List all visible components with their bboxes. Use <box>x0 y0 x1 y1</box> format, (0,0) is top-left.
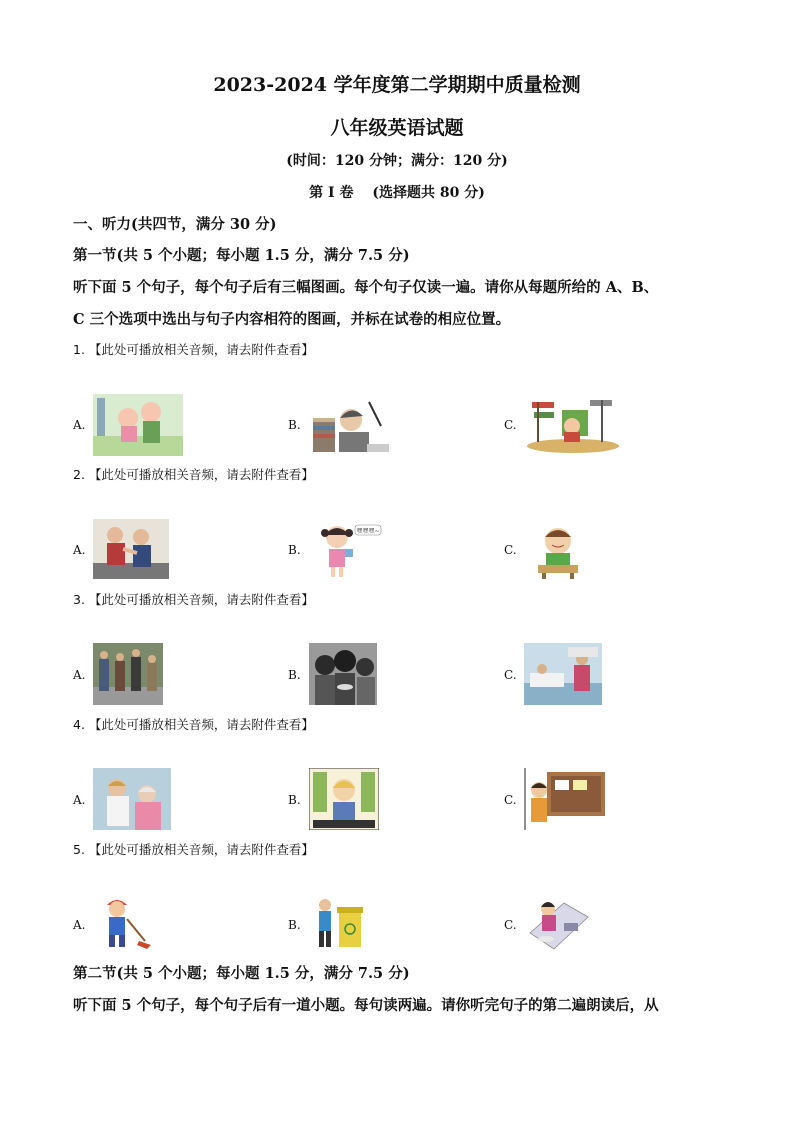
q2-image-a[interactable] <box>93 519 169 579</box>
option-label-b[interactable]: B. <box>288 543 301 557</box>
q5-image-a[interactable] <box>93 893 155 951</box>
q1-image-a[interactable] <box>93 394 183 456</box>
question-5 <box>73 840 314 858</box>
question-number: 1. <box>73 342 85 357</box>
q3-image-a[interactable] <box>93 643 163 705</box>
time-note: (时间：120 分钟；满分：120 分) <box>286 153 508 169</box>
q5-image-c[interactable] <box>524 893 590 951</box>
section1-heading: 第一节(共 5 个小题；每小题 1.5 分，满分 7.5 分) <box>73 247 410 264</box>
q4-image-a[interactable] <box>93 768 171 830</box>
option-label-b[interactable]: B. <box>288 793 301 807</box>
option-label-a[interactable]: A. <box>73 418 86 432</box>
question-2 <box>73 465 314 483</box>
exam-title: 2023-2024 学年度第二学期期中质量检测 <box>213 74 581 96</box>
option-label-c[interactable]: C. <box>504 668 517 682</box>
question-number: 3. <box>73 592 85 607</box>
instructions-line2: C 三个选项中选出与句子内容相符的图画，并标在试卷的相应位置。 <box>73 311 511 328</box>
question-1 <box>73 340 314 358</box>
question-3 <box>73 590 314 608</box>
q3-image-c[interactable] <box>524 643 602 705</box>
question-number: 5. <box>73 842 85 857</box>
instructions-line1: 听下面 5 个句子，每个句子后有三幅图画。每个句子仅读一遍。请你从每题所给的 A、B、 <box>73 279 659 296</box>
question-prompt[interactable]: 【此处可播放相关音频，请去附件查看】 <box>88 467 314 482</box>
q4-image-b[interactable] <box>309 768 379 830</box>
section2-instructions: 听下面 5 个句子，每个句子后有一道小题。每句读两遍。请你听完句子的第二遍朗读后，从 <box>73 997 659 1014</box>
option-label-c[interactable]: C. <box>504 918 517 932</box>
q4-image-c[interactable] <box>521 768 607 830</box>
speech-bubble: 嘿嘿嘿~ <box>356 528 380 535</box>
option-label-b[interactable]: B. <box>288 918 301 932</box>
exam-subtitle: 八年级英语试题 <box>330 117 464 139</box>
question-number: 2. <box>73 467 85 482</box>
q3-image-b[interactable] <box>309 643 377 705</box>
option-label-c[interactable]: C. <box>504 793 517 807</box>
q1-image-c[interactable] <box>524 392 622 454</box>
option-label-c[interactable]: C. <box>504 418 517 432</box>
question-prompt[interactable]: 【此处可播放相关音频，请去附件查看】 <box>88 592 314 607</box>
question-number: 4. <box>73 717 85 732</box>
section2-heading: 第二节(共 5 个小题；每小题 1.5 分，满分 7.5 分) <box>73 965 410 982</box>
option-label-b[interactable]: B. <box>288 418 301 432</box>
option-label-a[interactable]: A. <box>73 668 86 682</box>
question-prompt[interactable]: 【此处可播放相关音频，请去附件查看】 <box>88 842 314 857</box>
q2-image-c[interactable] <box>528 521 588 581</box>
question-prompt[interactable]: 【此处可播放相关音频，请去附件查看】 <box>88 717 314 732</box>
q5-image-b[interactable] <box>311 893 367 951</box>
option-label-c[interactable]: C. <box>504 543 517 557</box>
option-label-b[interactable]: B. <box>288 668 301 682</box>
question-prompt[interactable]: 【此处可播放相关音频，请去附件查看】 <box>88 342 314 357</box>
option-label-a[interactable]: A. <box>73 543 86 557</box>
option-label-a[interactable]: A. <box>73 918 86 932</box>
option-label-a[interactable]: A. <box>73 793 86 807</box>
q2-image-b[interactable] <box>313 519 383 579</box>
q1-image-b[interactable] <box>307 396 393 458</box>
part-heading: 一、听力(共四节，满分 30 分) <box>73 216 277 233</box>
question-4 <box>73 715 314 733</box>
volume-heading: 第 I 卷 (选择题共 80 分) <box>309 185 485 201</box>
